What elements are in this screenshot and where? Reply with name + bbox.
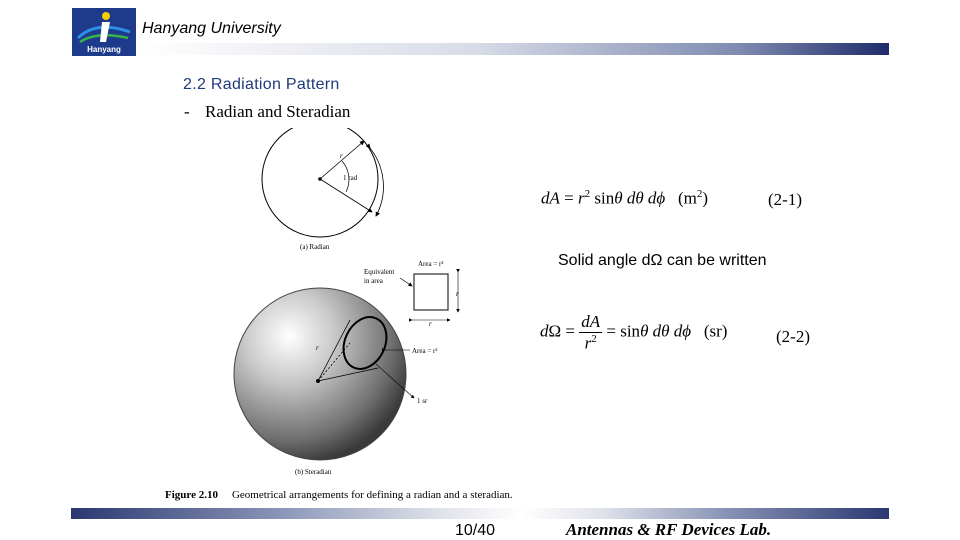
logo-text: Hanyang — [87, 45, 121, 54]
page-number: 10/40 — [455, 522, 496, 539]
area-top-label: Area = r² — [418, 260, 444, 268]
fraction: $\frac{dA}{r^2}$ — [581, 312, 601, 353]
bullet-marker: - — [184, 102, 190, 121]
bullet-text: Radian and Steradian — [205, 102, 351, 121]
equation-2-1: dA = $r^2$ sinθ dθ dϕ $(m^2)$ — [541, 188, 709, 208]
equivalent-pointer — [400, 278, 412, 286]
section-title: 2.2 Radiation Pattern — [183, 76, 340, 93]
header-bar — [136, 43, 889, 55]
radius-line-2 — [320, 179, 372, 212]
university-name: Hanyang University — [142, 20, 281, 37]
area-side-label: Area = r² — [412, 347, 438, 355]
steradian-caption: (b) Steradian — [295, 468, 332, 476]
one-sr-label: 1 sr — [417, 397, 428, 405]
logo-graphic — [72, 8, 136, 56]
lab-name: Antennas & RF Devices Lab. — [566, 520, 772, 539]
radian-caption: (a) Radian — [300, 243, 330, 251]
sphere-center — [316, 379, 320, 383]
in-area-label: in area — [364, 277, 383, 285]
arc-length — [370, 148, 383, 216]
equivalent-label: Equivalent — [364, 268, 395, 276]
figure-caption-label: Figure 2.10 — [165, 489, 218, 501]
radius-line-1 — [320, 141, 364, 179]
steradian-diagram — [234, 288, 437, 476]
area-square — [414, 274, 448, 310]
square-bottom-label: r — [429, 320, 432, 328]
radian-diagram — [262, 128, 383, 251]
equation-number-1: (2-1) — [768, 190, 802, 209]
figure-caption-text: Geometrical arrangements for defining a radian and a steradian. — [231, 489, 513, 501]
one-rad-label: 1 rad — [343, 174, 358, 182]
solid-angle-text: Solid angle dΩ can be written — [558, 252, 767, 269]
radian-steradian-figure — [200, 128, 540, 478]
university-logo — [72, 8, 136, 56]
square-side-label: r — [456, 290, 459, 298]
radius-label-a: r — [340, 152, 343, 160]
footer-bar — [71, 508, 889, 519]
figure-graphic — [200, 128, 540, 478]
equation-number-2: (2-2) — [776, 327, 810, 346]
figure-caption — [165, 489, 513, 501]
sphere-radius-label: r — [316, 344, 319, 352]
equation-2-2: dΩ = $\frac{dA}{r^2}$ = sinθ dθ dϕ (sr) — [540, 312, 728, 353]
logo-dot — [102, 12, 110, 20]
sphere — [234, 288, 406, 460]
